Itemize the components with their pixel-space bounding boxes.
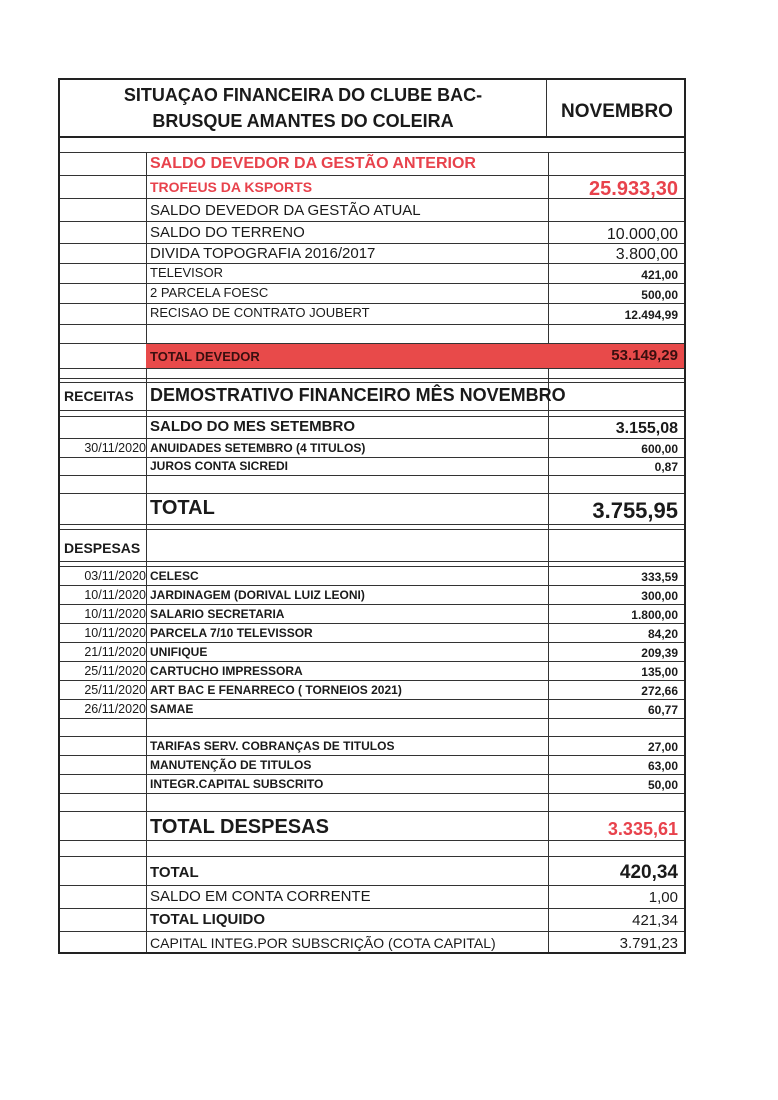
row-line [60,457,684,458]
section-line [60,378,684,379]
fee-label: INTEGR.CAPITAL SUBSCRITO [150,777,324,791]
label-column-divider [146,152,147,952]
debt-item-value: 421,00 [641,268,678,282]
net-total-value: 421,34 [632,912,678,929]
previous-debt-label: SALDO DEVEDOR DA GESTÃO ANTERIOR [150,155,476,172]
despesa-date: 26/11/2020 [84,702,146,716]
despesas-total-value: 3.335,61 [607,819,678,839]
fee-value: 63,00 [647,759,678,773]
receita-value: 0,87 [654,460,678,474]
receita-label: ANUIDADES SETEMBRO (4 TITULOS) [150,441,366,455]
row-line [60,529,684,530]
row-line [60,699,684,700]
row-line [60,243,684,244]
row-line [60,755,684,756]
row-line [60,774,684,775]
row-line [60,661,684,662]
despesa-date: 10/11/2020 [84,607,146,621]
despesa-date: 03/11/2020 [84,569,146,583]
despesas-total-label: TOTAL DESPESAS [150,816,329,838]
despesa-value: 60,77 [647,703,678,717]
receita-label: JUROS CONTA SICREDI [150,459,289,473]
debt-item-label: DIVIDA TOPOGRAFIA 2016/2017 [150,245,376,262]
row-line [60,416,684,417]
debt-item-value: 3.800,00 [615,246,678,263]
header-bottom-line [60,136,684,138]
balance-value: 1,00 [648,889,678,906]
row-line [60,680,684,681]
despesa-date: 21/11/2020 [84,645,146,659]
row-line [60,303,684,304]
receitas-heading: DEMOSTRATIVO FINANCEIRO MÊS NOVEMBRO [150,385,566,405]
capital-value: 3.791,23 [619,935,678,952]
row-line [60,885,684,886]
despesa-value: 84,20 [647,627,678,641]
despesa-label: UNIFIQUE [150,645,208,659]
row-line [60,840,684,841]
summary-total-value: 420,34 [619,862,678,883]
saldo-setembro-label: SALDO DO MES SETEMBRO [150,418,356,435]
saldo-setembro-value: 3.155,08 [615,420,678,437]
row-line [60,718,684,719]
balance-label: SALDO EM CONTA CORRENTE [150,888,371,905]
financial-report-sheet [58,78,686,954]
debt-item-value: 12.494,99 [624,308,678,322]
row-line [60,410,684,411]
row-line [60,475,684,476]
despesa-label: CELESC [150,569,199,583]
row-line [60,368,684,369]
despesa-date: 25/11/2020 [84,664,146,678]
capital-label: CAPITAL INTEG.POR SUBSCRIÇÃO (COTA CAPITAL) [150,935,496,951]
row-line [60,908,684,909]
receitas-total-value: 3.755,95 [592,498,678,523]
row-line [60,561,684,562]
despesa-value: 209,39 [641,646,678,660]
fee-label: TARIFAS SERV. COBRANÇAS DE TITULOS [150,739,395,753]
despesa-date: 10/11/2020 [84,626,146,640]
despesa-label: ART BAC E FENARRECO ( TORNEIOS 2021) [150,683,402,697]
debt-item-value: 500,00 [641,288,678,302]
value-column-divider [548,152,549,952]
row-line [60,263,684,264]
current-debt-label: SALDO DEVEDOR DA GESTÃO ATUAL [150,202,421,219]
row-line [60,438,684,439]
debt-item-value: 10.000,00 [606,226,678,243]
total-debt-label: TOTAL DEVEDOR [150,349,260,364]
debt-item-label: RECISAO DE CONTRATO JOUBERT [150,305,370,320]
fee-value: 50,00 [647,778,678,792]
header-divider [546,80,547,136]
despesa-label: PARCELA 7/10 TELEVISSOR [150,626,313,640]
net-total-label: TOTAL LIQUIDO [150,911,265,928]
despesa-value: 272,66 [641,684,678,698]
despesa-value: 300,00 [641,589,678,603]
report-title-line1: SITUAÇAO FINANCEIRA DO CLUBE BAC- [123,85,483,105]
row-line [60,585,684,586]
row-line [60,604,684,605]
row-line [60,198,684,199]
despesa-label: SALARIO SECRETARIA [150,607,285,621]
report-title-line2: BRUSQUE AMANTES DO COLEIRA [152,111,454,131]
trophy-value: 25.933,30 [589,178,678,200]
summary-total-label: TOTAL [150,864,199,881]
row-line [60,736,684,737]
receitas-total-label: TOTAL [150,497,215,519]
row-line [60,856,684,857]
despesa-value: 333,59 [641,570,678,584]
total-debt-value: 53.149,29 [611,347,678,364]
section-line [60,382,684,383]
report-month: NOVEMBRO [561,101,673,122]
receita-value: 600,00 [641,442,678,456]
row-line [60,152,684,153]
despesa-value: 1.800,00 [631,608,678,622]
fee-label: MANUTENÇÃO DE TITULOS [150,758,312,772]
row-line [60,642,684,643]
row-line [60,623,684,624]
debt-item-label: SALDO DO TERRENO [150,224,305,241]
row-line [60,811,684,812]
despesas-section-label: DESPESAS [64,540,141,556]
row-line [60,793,684,794]
receita-date: 30/11/2020 [84,441,146,455]
despesa-label: SAMAE [150,702,194,716]
row-line [60,324,684,325]
debt-item-label: 2 PARCELA FOESC [150,285,269,300]
row-line [60,221,684,222]
trophy-label: TROFEUS DA KSPORTS [150,179,313,195]
row-line [60,283,684,284]
row-line [60,524,684,525]
row-line [60,175,684,176]
despesa-label: JARDINAGEM (DORIVAL LUIZ LEONI) [150,588,365,602]
debt-item-label: TELEVISOR [150,265,223,280]
receitas-section-label: RECEITAS [64,388,134,404]
despesa-date: 10/11/2020 [84,588,146,602]
row-line [60,931,684,932]
row-line [60,566,684,567]
despesa-label: CARTUCHO IMPRESSORA [150,664,303,678]
row-line [60,493,684,494]
despesa-value: 135,00 [641,665,678,679]
despesa-date: 25/11/2020 [84,683,146,697]
fee-value: 27,00 [647,740,678,754]
